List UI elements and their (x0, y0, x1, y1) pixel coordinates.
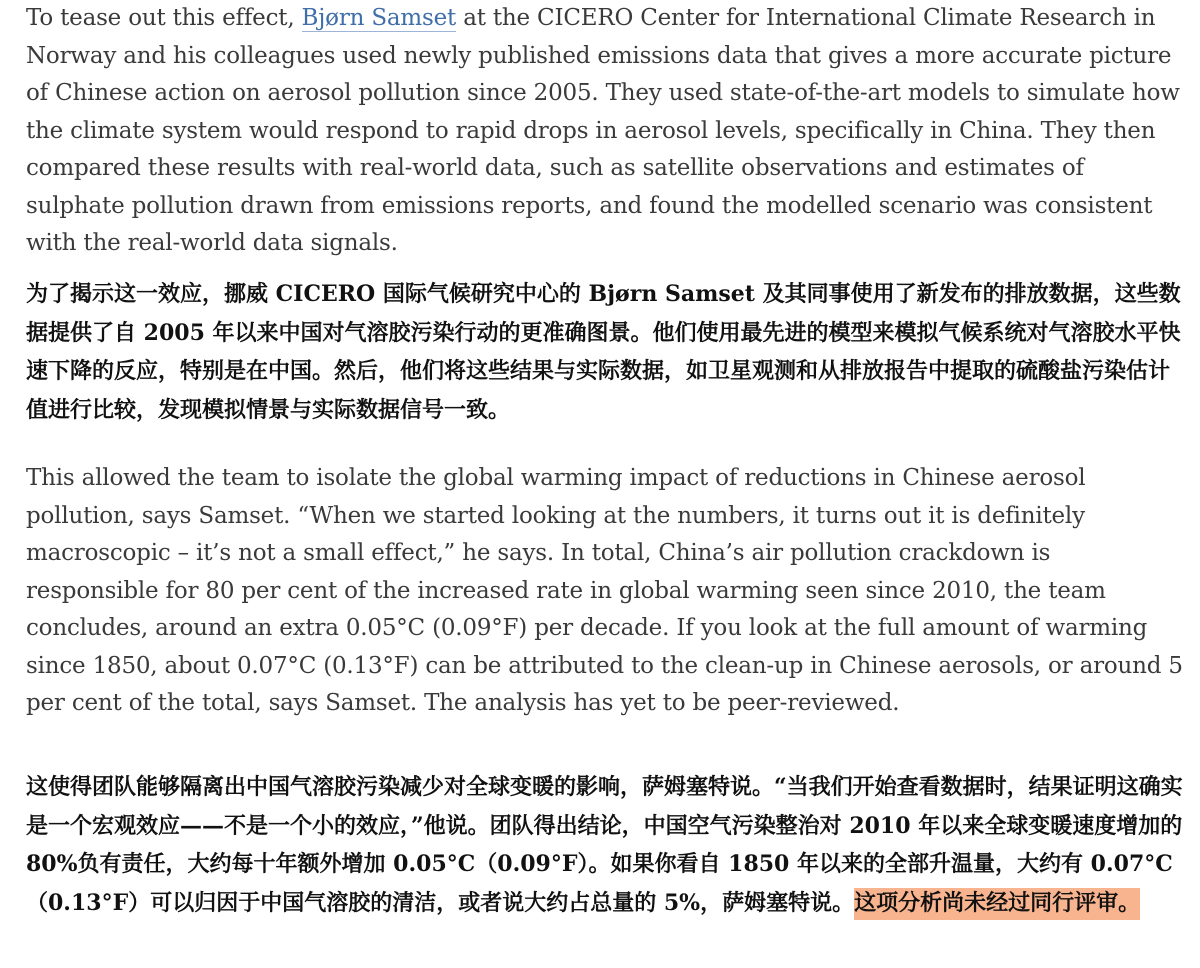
english-paragraph-1 (26, 0, 1186, 263)
highlighted-sentence: 这项分析尚未经过同行评审。 (854, 888, 1140, 920)
paragraph-1-prefix: To tease out this effect, (26, 5, 302, 31)
translation-2-main: 这使得团队能够隔离出中国气溶胶污染减少对全球变暖的影响，萨姆塞特说。“当我们开始查看数据时，结果证明这确实是一个宏观效应——不是一个小的效应，”他说。团队得出结论，中国空气污染整治对 2010 年以来全球变暖速度增加的 80%负有责任，大约每十年额外增加 0.05°C（0.09°F）。如果你看自 1850 年以来的全部升温量，大约有 0.07°C（0.13°F）可以归因于中国气溶胶的清洁，或者说大约占总量的 5%，萨姆塞特说。 (26, 774, 1183, 916)
english-paragraph-2: This allowed the team to isolate the global warming impact of reductions in Chinese aerosol pollution, says Samset. “When we started looking at the numbers, it turns out it is definitely macroscopic – it’s not a small effect,” he says. In total, China’s air pollution crackdown is responsible for 80 per cent of the increased rate in global warming seen since 2010, the team concludes, around an extra 0.05°C (0.09°F) per decade. If you look at the full amount of warming since 1850, about 0.07°C (0.13°F) can be attributed to the clean-up in Chinese aerosols, or around 5 per cent of the total, says Samset. The analysis has yet to be peer-reviewed. (26, 465, 1183, 716)
author-link-bjorn-samset[interactable]: Bjørn Samset (301, 5, 457, 31)
chinese-translation-1: 为了揭示这一效应，挪威 CICERO 国际气候研究中心的 Bjørn Samset 及其同事使用了新发布的排放数据，这些数据提供了自 2005 年以来中国对气溶胶污染行动的更准确图景。他们使用最先进的模型来模拟气候系统对气溶胶水平快速下降的反应，特别是在中国。然后，他们将这些结果与实际数据，如卫星观测和从排放报告中提取的硫酸盐污染估计值进行比较，发现模拟情景与实际数据信号一致。 (26, 281, 1181, 423)
chinese-translation-2 (26, 768, 1186, 922)
paragraph-1-suffix: at the CICERO Center for International Climate Research in Norway and his colleagues used newly published emissions data that gives a more accurate picture of Chinese action on aerosol pollution since 2005. They used state-of-the-art models to simulate how the climate system would respond to rapid drops in aerosol levels, specifically in China. They then compared these results with real-world data, such as satellite observations and estimates of sulphate pollution drawn from emissions reports, and found the modelled scenario was consistent with the real-world data signals. (26, 5, 1180, 256)
